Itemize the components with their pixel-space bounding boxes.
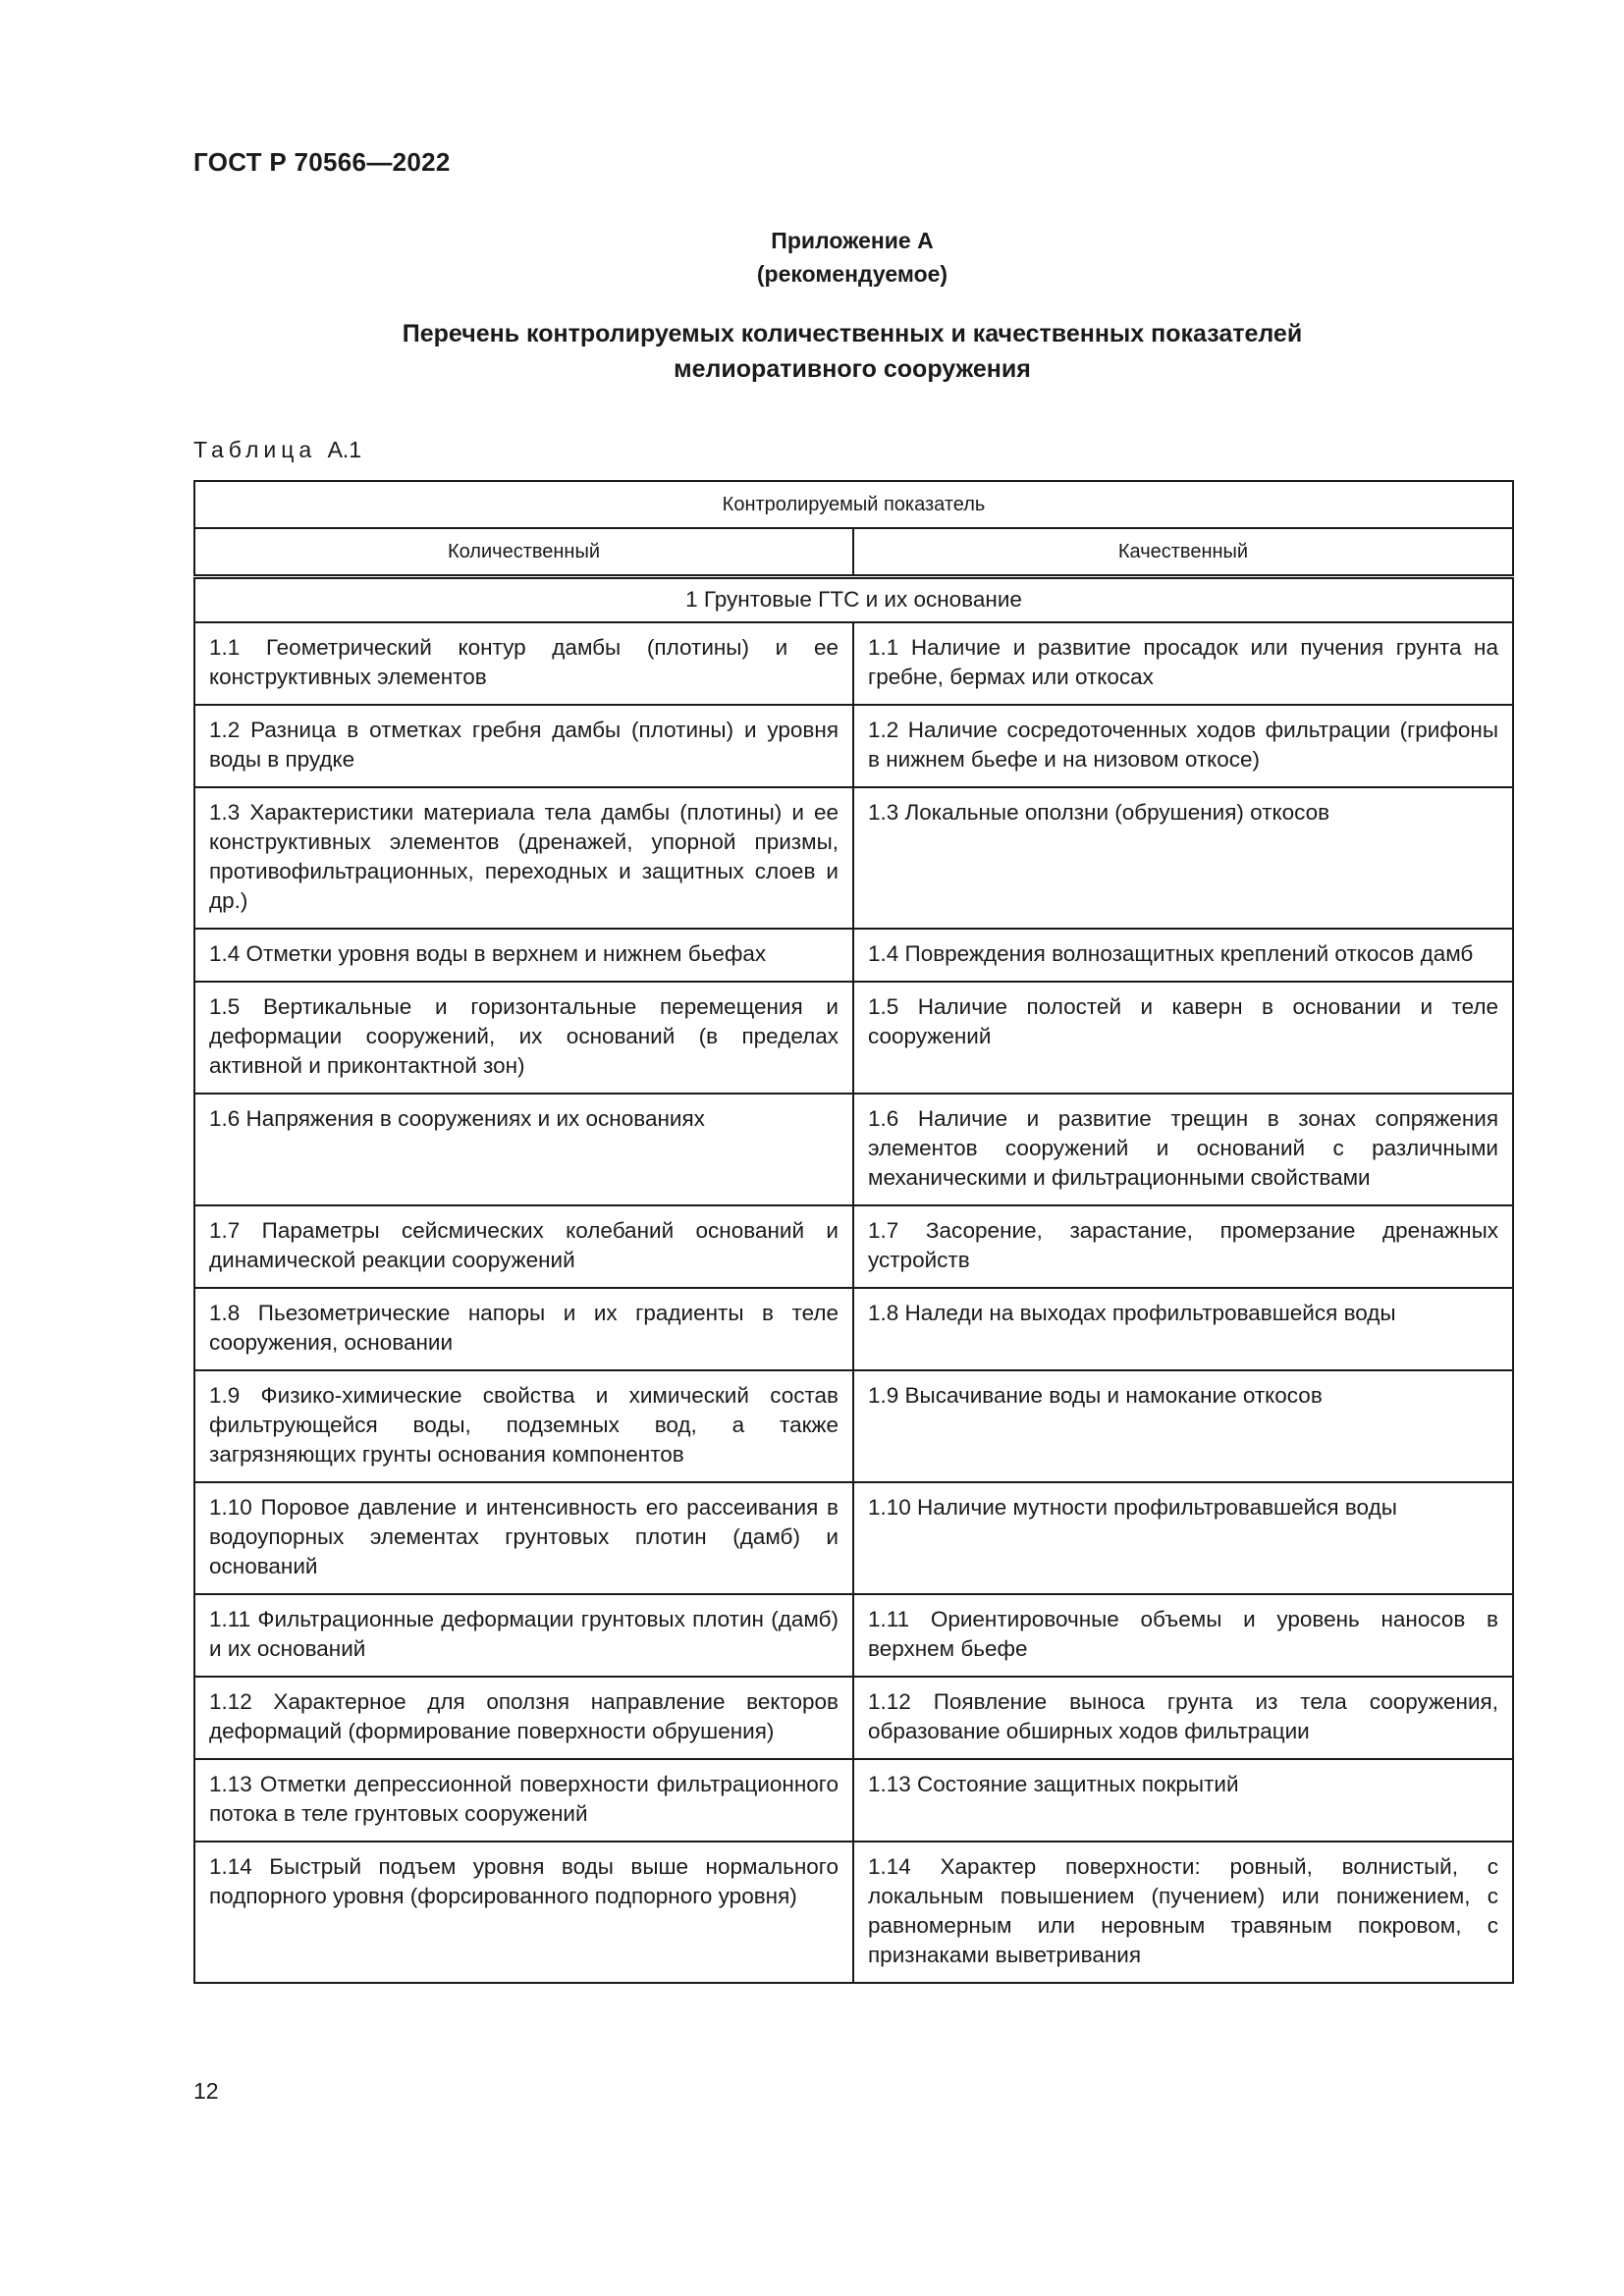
heading-line-2: мелиоративного сооружения	[674, 355, 1031, 383]
quantitative-indicator-cell: 1.9 Физико-химические свойства и химический состав фильтрующейся воды, подземных вод, а также загрязняющих грунты основания компонентов	[194, 1370, 853, 1482]
table-row	[194, 622, 1513, 705]
quantitative-indicator-cell: 1.11 Фильтрационные деформации грунтовых плотин (дамб) и их оснований	[194, 1594, 853, 1677]
quantitative-indicator-cell: 1.2 Разница в отметках гребня дамбы (плотины) и уровня воды в прудке	[194, 705, 853, 787]
table-caption-word: Таблица	[193, 437, 317, 462]
quantitative-indicator-cell: 1.4 Отметки уровня воды в верхнем и нижнем бьефах	[194, 929, 853, 982]
table-row	[194, 1205, 1513, 1288]
appendix-header	[193, 224, 1511, 291]
page-number: 12	[193, 2078, 219, 2104]
quantitative-indicator-cell: 1.12 Характерное для оползня направление векторов деформаций (формирование поверхности обрушения)	[194, 1677, 853, 1759]
table-subheader-row	[194, 528, 1513, 577]
qualitative-indicator-cell: 1.11 Ориентировочные объемы и уровень наносов в верхнем бьефе	[853, 1594, 1513, 1677]
table-row	[194, 1370, 1513, 1482]
qualitative-indicator-cell: 1.13 Состояние защитных покрытий	[853, 1759, 1513, 1842]
qualitative-indicator-cell: 1.10 Наличие мутности профильтровавшейся воды	[853, 1482, 1513, 1594]
qualitative-indicator-cell: 1.9 Высачивание воды и намокание откосов	[853, 1370, 1513, 1482]
section-title: 1 Грунтовые ГТС и их основание	[194, 577, 1513, 623]
quantitative-indicator-cell: 1.14 Быстрый подъем уровня воды выше нормального подпорного уровня (форсированного подпорного уровня)	[194, 1842, 853, 1983]
table-row	[194, 1677, 1513, 1759]
table-caption	[193, 437, 361, 463]
qualitative-indicator-cell: 1.8 Наледи на выходах профильтровавшейся воды	[853, 1288, 1513, 1370]
qualitative-indicator-cell: 1.6 Наличие и развитие трещин в зонах сопряжения элементов сооружений и оснований с различными механическими и фильтрационными свойствами	[853, 1094, 1513, 1205]
header-main: Контролируемый показатель	[194, 481, 1513, 528]
quantitative-indicator-cell: 1.7 Параметры сейсмических колебаний оснований и динамической реакции сооружений	[194, 1205, 853, 1288]
qualitative-indicator-cell: 1.5 Наличие полостей и каверн в основании и теле сооружений	[853, 982, 1513, 1094]
quantitative-indicator-cell: 1.3 Характеристики материала тела дамбы (плотины) и ее конструктивных элементов (дренажей, упорной призмы, противофильтрационных, переходных и защитных слоев и др.)	[194, 787, 853, 929]
appendix-kind: (рекомендуемое)	[756, 261, 948, 287]
table-header-row	[194, 481, 1513, 528]
qualitative-indicator-cell: 1.7 Засорение, зарастание, промерзание дренажных устройств	[853, 1205, 1513, 1288]
quantitative-indicator-cell: 1.6 Напряжения в сооружениях и их основаниях	[194, 1094, 853, 1205]
quantitative-indicator-cell: 1.1 Геометрический контур дамбы (плотины) и ее конструктивных элементов	[194, 622, 853, 705]
table-row	[194, 1482, 1513, 1594]
qualitative-indicator-cell: 1.4 Повреждения волнозащитных креплений откосов дамб	[853, 929, 1513, 982]
quantitative-indicator-cell: 1.13 Отметки депрессионной поверхности фильтрационного потока в теле грунтовых сооружений	[194, 1759, 853, 1842]
table-row	[194, 1288, 1513, 1370]
qualitative-indicator-cell: 1.12 Появление выноса грунта из тела сооружения, образование обширных ходов фильтрации	[853, 1677, 1513, 1759]
quantitative-indicator-cell: 1.10 Поровое давление и интенсивность его рассеивания в водоупорных элементах грунтовых плотин (дамб) и оснований	[194, 1482, 853, 1594]
table-row	[194, 982, 1513, 1094]
qualitative-indicator-cell: 1.14 Характер поверхности: ровный, волнистый, с локальным повышением (пучением) или понижением, с равномерным или неровным травяным покровом, с признаками выветривания	[853, 1842, 1513, 1983]
table-row	[194, 1094, 1513, 1205]
header-quantitative: Количественный	[194, 528, 853, 577]
qualitative-indicator-cell: 1.2 Наличие сосредоточенных ходов фильтрации (грифоны в нижнем бьефе и на низовом откосе)	[853, 705, 1513, 787]
table-row	[194, 787, 1513, 929]
table-row	[194, 929, 1513, 982]
appendix-heading	[193, 316, 1511, 387]
document-code: ГОСТ Р 70566—2022	[193, 147, 451, 177]
table-row	[194, 1594, 1513, 1677]
qualitative-indicator-cell: 1.3 Локальные оползни (обрушения) откосов	[853, 787, 1513, 929]
appendix-title: Приложение А	[771, 228, 934, 253]
header-qualitative: Качественный	[853, 528, 1513, 577]
section-row	[194, 577, 1513, 623]
table-row	[194, 1842, 1513, 1983]
quantitative-indicator-cell: 1.8 Пьезометрические напоры и их градиенты в теле сооружения, основании	[194, 1288, 853, 1370]
table-caption-number: А.1	[327, 437, 362, 462]
table-row	[194, 1759, 1513, 1842]
heading-line-1: Перечень контролируемых количественных и качественных показателей	[402, 320, 1303, 347]
table-row	[194, 705, 1513, 787]
quantitative-indicator-cell: 1.5 Вертикальные и горизонтальные перемещения и деформации сооружений, их оснований (в пределах активной и приконтактной зон)	[194, 982, 853, 1094]
indicators-table	[193, 480, 1514, 1984]
qualitative-indicator-cell: 1.1 Наличие и развитие просадок или пучения грунта на гребне, бермах или откосах	[853, 622, 1513, 705]
